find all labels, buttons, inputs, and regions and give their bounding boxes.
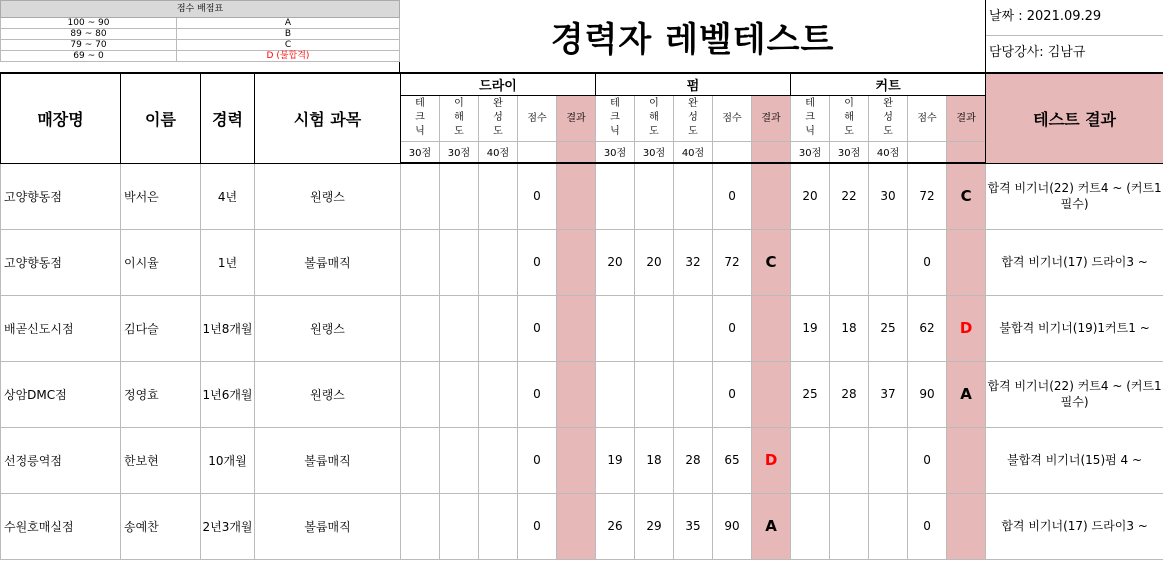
group-dry: 드라이 xyxy=(401,73,596,95)
score-cell: 0 xyxy=(518,427,557,493)
understanding-cell xyxy=(440,361,479,427)
final-result-cell: 불합격 비기너(15)펌 4 ~ xyxy=(986,427,1163,493)
completion-cell xyxy=(869,493,908,559)
completion-cell: 32 xyxy=(674,229,713,295)
technique-cell xyxy=(596,163,635,229)
grade-cell xyxy=(752,361,791,427)
store-cell: 배곧신도시점 xyxy=(1,295,121,361)
store-cell: 고양향동점 xyxy=(1,163,121,229)
header-completion: 완성도 xyxy=(479,95,518,141)
technique-cell xyxy=(401,427,440,493)
career-cell: 10개월 xyxy=(201,427,255,493)
name-cell: 김다슬 xyxy=(121,295,201,361)
understanding-cell xyxy=(635,295,674,361)
score-cell: 0 xyxy=(713,163,752,229)
name-cell: 한보현 xyxy=(121,427,201,493)
score-cell: 0 xyxy=(518,361,557,427)
technique-cell xyxy=(401,361,440,427)
legend-range: 79 ~ 70 xyxy=(1,40,177,51)
grade-cell xyxy=(752,163,791,229)
technique-cell xyxy=(401,493,440,559)
store-cell: 선정릉역점 xyxy=(1,427,121,493)
header-understanding: 이해도 xyxy=(440,95,479,141)
technique-cell: 26 xyxy=(596,493,635,559)
header-technique: 테크닉 xyxy=(791,95,830,141)
grade-cell xyxy=(557,163,596,229)
points-empty xyxy=(557,141,596,163)
points-label: 40점 xyxy=(869,141,908,163)
header-result: 결과 xyxy=(947,95,986,141)
points-empty xyxy=(713,141,752,163)
grade-cell xyxy=(947,427,986,493)
table-row xyxy=(1,229,1163,295)
completion-cell xyxy=(869,229,908,295)
score-cell: 90 xyxy=(713,493,752,559)
grade-cell: A xyxy=(752,493,791,559)
understanding-cell xyxy=(635,361,674,427)
final-result-cell: 불합격 비기너(19)1커트1 ~ xyxy=(986,295,1163,361)
store-cell: 상암DMC점 xyxy=(1,361,121,427)
table-body xyxy=(1,163,1163,559)
final-result-cell: 합격 비기너(17) 드라이3 ~ xyxy=(986,493,1163,559)
header-score: 점수 xyxy=(713,95,752,141)
grade-cell xyxy=(557,427,596,493)
subject-cell: 원랭스 xyxy=(255,295,401,361)
legend-range: 89 ~ 80 xyxy=(1,29,177,40)
grade-cell: C xyxy=(947,163,986,229)
understanding-cell: 18 xyxy=(635,427,674,493)
technique-cell xyxy=(401,295,440,361)
score-cell: 0 xyxy=(518,229,557,295)
legend-grade: D (불합격) xyxy=(177,51,400,62)
completion-cell xyxy=(869,427,908,493)
header-completion: 완성도 xyxy=(869,95,908,141)
score-cell: 65 xyxy=(713,427,752,493)
points-label: 30점 xyxy=(440,141,479,163)
completion-cell xyxy=(479,427,518,493)
grade-cell xyxy=(557,493,596,559)
grade-cell xyxy=(557,361,596,427)
points-label: 30점 xyxy=(596,141,635,163)
points-empty xyxy=(908,141,947,163)
completion-cell xyxy=(674,361,713,427)
technique-cell xyxy=(791,229,830,295)
page-title: 경력자 레벨테스트 xyxy=(550,19,835,60)
header-technique: 테크닉 xyxy=(596,95,635,141)
points-empty xyxy=(518,141,557,163)
completion-cell xyxy=(674,295,713,361)
points-label: 30점 xyxy=(635,141,674,163)
completion-cell xyxy=(479,229,518,295)
technique-cell: 19 xyxy=(596,427,635,493)
date-label: 날짜 : 2021.09.29 xyxy=(986,0,1163,36)
technique-cell xyxy=(791,427,830,493)
career-cell: 2년3개월 xyxy=(201,493,255,559)
understanding-cell xyxy=(830,229,869,295)
score-cell: 0 xyxy=(908,493,947,559)
completion-cell: 35 xyxy=(674,493,713,559)
grade-cell: D xyxy=(752,427,791,493)
subject-cell: 원랭스 xyxy=(255,163,401,229)
table-row xyxy=(1,427,1163,493)
technique-cell xyxy=(791,493,830,559)
name-cell: 송예찬 xyxy=(121,493,201,559)
grade-cell xyxy=(752,295,791,361)
technique-cell: 20 xyxy=(791,163,830,229)
header-name: 이름 xyxy=(121,73,201,163)
technique-cell xyxy=(401,229,440,295)
career-cell: 1년6개월 xyxy=(201,361,255,427)
career-cell: 4년 xyxy=(201,163,255,229)
legend-title: 점수 배점표 xyxy=(1,1,400,18)
store-cell: 고양향동점 xyxy=(1,229,121,295)
name-cell: 정영효 xyxy=(121,361,201,427)
header-subject: 시험 과목 xyxy=(255,73,401,163)
name-cell: 이시율 xyxy=(121,229,201,295)
career-cell: 1년 xyxy=(201,229,255,295)
header-completion: 완성도 xyxy=(674,95,713,141)
score-cell: 72 xyxy=(908,163,947,229)
technique-cell xyxy=(401,163,440,229)
header-result: 결과 xyxy=(752,95,791,141)
understanding-cell: 29 xyxy=(635,493,674,559)
store-cell: 수원호매실점 xyxy=(1,493,121,559)
grade-cell: A xyxy=(947,361,986,427)
completion-cell: 30 xyxy=(869,163,908,229)
score-cell: 0 xyxy=(908,229,947,295)
completion-cell xyxy=(479,295,518,361)
technique-cell: 20 xyxy=(596,229,635,295)
score-cell: 0 xyxy=(518,493,557,559)
technique-cell xyxy=(596,361,635,427)
score-cell: 90 xyxy=(908,361,947,427)
legend-grade: A xyxy=(177,18,400,29)
subject-cell: 볼륨매직 xyxy=(255,427,401,493)
final-result-cell: 합격 비기너(22) 커트4 ~ (커트1 필수) xyxy=(986,361,1163,427)
header-career: 경력 xyxy=(201,73,255,163)
understanding-cell xyxy=(440,427,479,493)
grade-cell xyxy=(557,295,596,361)
legend-range: 69 ~ 0 xyxy=(1,51,177,62)
teacher-label: 담당강사: 김남규 xyxy=(989,45,1086,60)
header-store: 매장명 xyxy=(1,73,121,163)
understanding-cell: 20 xyxy=(635,229,674,295)
group-perm: 펌 xyxy=(596,73,791,95)
legend-grade: C xyxy=(177,40,400,51)
understanding-cell xyxy=(635,163,674,229)
completion-cell: 25 xyxy=(869,295,908,361)
name-cell: 박서은 xyxy=(121,163,201,229)
understanding-cell xyxy=(830,427,869,493)
final-result-cell: 합격 비기너(17) 드라이3 ~ xyxy=(986,229,1163,295)
grade-cell: D xyxy=(947,295,986,361)
info-box xyxy=(985,0,1163,72)
understanding-cell: 22 xyxy=(830,163,869,229)
legend-grade: B xyxy=(177,29,400,40)
grade-cell: C xyxy=(752,229,791,295)
grade-cell xyxy=(947,229,986,295)
points-label: 40점 xyxy=(674,141,713,163)
grade-cell xyxy=(557,229,596,295)
grade-cell xyxy=(947,493,986,559)
career-cell: 1년8개월 xyxy=(201,295,255,361)
understanding-cell: 28 xyxy=(830,361,869,427)
completion-cell xyxy=(479,361,518,427)
header-final: 테스트 결과 xyxy=(986,73,1163,163)
subject-cell: 볼륨매직 xyxy=(255,493,401,559)
result-table xyxy=(0,72,1163,560)
table-row xyxy=(1,295,1163,361)
score-legend xyxy=(0,0,400,72)
points-empty xyxy=(947,141,986,163)
group-cut: 커트 xyxy=(791,73,986,95)
header-result: 결과 xyxy=(557,95,596,141)
score-cell: 62 xyxy=(908,295,947,361)
understanding-cell xyxy=(440,163,479,229)
completion-cell: 37 xyxy=(869,361,908,427)
understanding-cell xyxy=(440,493,479,559)
completion-cell xyxy=(479,493,518,559)
completion-cell xyxy=(674,163,713,229)
header-understanding: 이해도 xyxy=(830,95,869,141)
table-row xyxy=(1,493,1163,559)
technique-cell: 19 xyxy=(791,295,830,361)
subject-cell: 볼륨매직 xyxy=(255,229,401,295)
table-row xyxy=(1,163,1163,229)
understanding-cell xyxy=(440,229,479,295)
subject-cell: 원랭스 xyxy=(255,361,401,427)
understanding-cell xyxy=(830,493,869,559)
points-label: 30점 xyxy=(830,141,869,163)
score-cell: 0 xyxy=(518,163,557,229)
score-cell: 72 xyxy=(713,229,752,295)
completion-cell xyxy=(479,163,518,229)
score-cell: 0 xyxy=(908,427,947,493)
final-result-cell: 합격 비기너(22) 커트4 ~ (커트1 필수) xyxy=(986,163,1163,229)
points-empty xyxy=(752,141,791,163)
points-label: 30점 xyxy=(401,141,440,163)
table-row xyxy=(1,361,1163,427)
understanding-cell xyxy=(440,295,479,361)
score-cell: 0 xyxy=(713,295,752,361)
completion-cell: 28 xyxy=(674,427,713,493)
score-cell: 0 xyxy=(518,295,557,361)
score-cell: 0 xyxy=(713,361,752,427)
header-understanding: 이해도 xyxy=(635,95,674,141)
technique-cell: 25 xyxy=(791,361,830,427)
header-score: 점수 xyxy=(908,95,947,141)
understanding-cell: 18 xyxy=(830,295,869,361)
legend-range: 100 ~ 90 xyxy=(1,18,177,29)
points-label: 40점 xyxy=(479,141,518,163)
header-score: 점수 xyxy=(518,95,557,141)
points-label: 30점 xyxy=(791,141,830,163)
technique-cell xyxy=(596,295,635,361)
header-technique: 테크닉 xyxy=(401,95,440,141)
